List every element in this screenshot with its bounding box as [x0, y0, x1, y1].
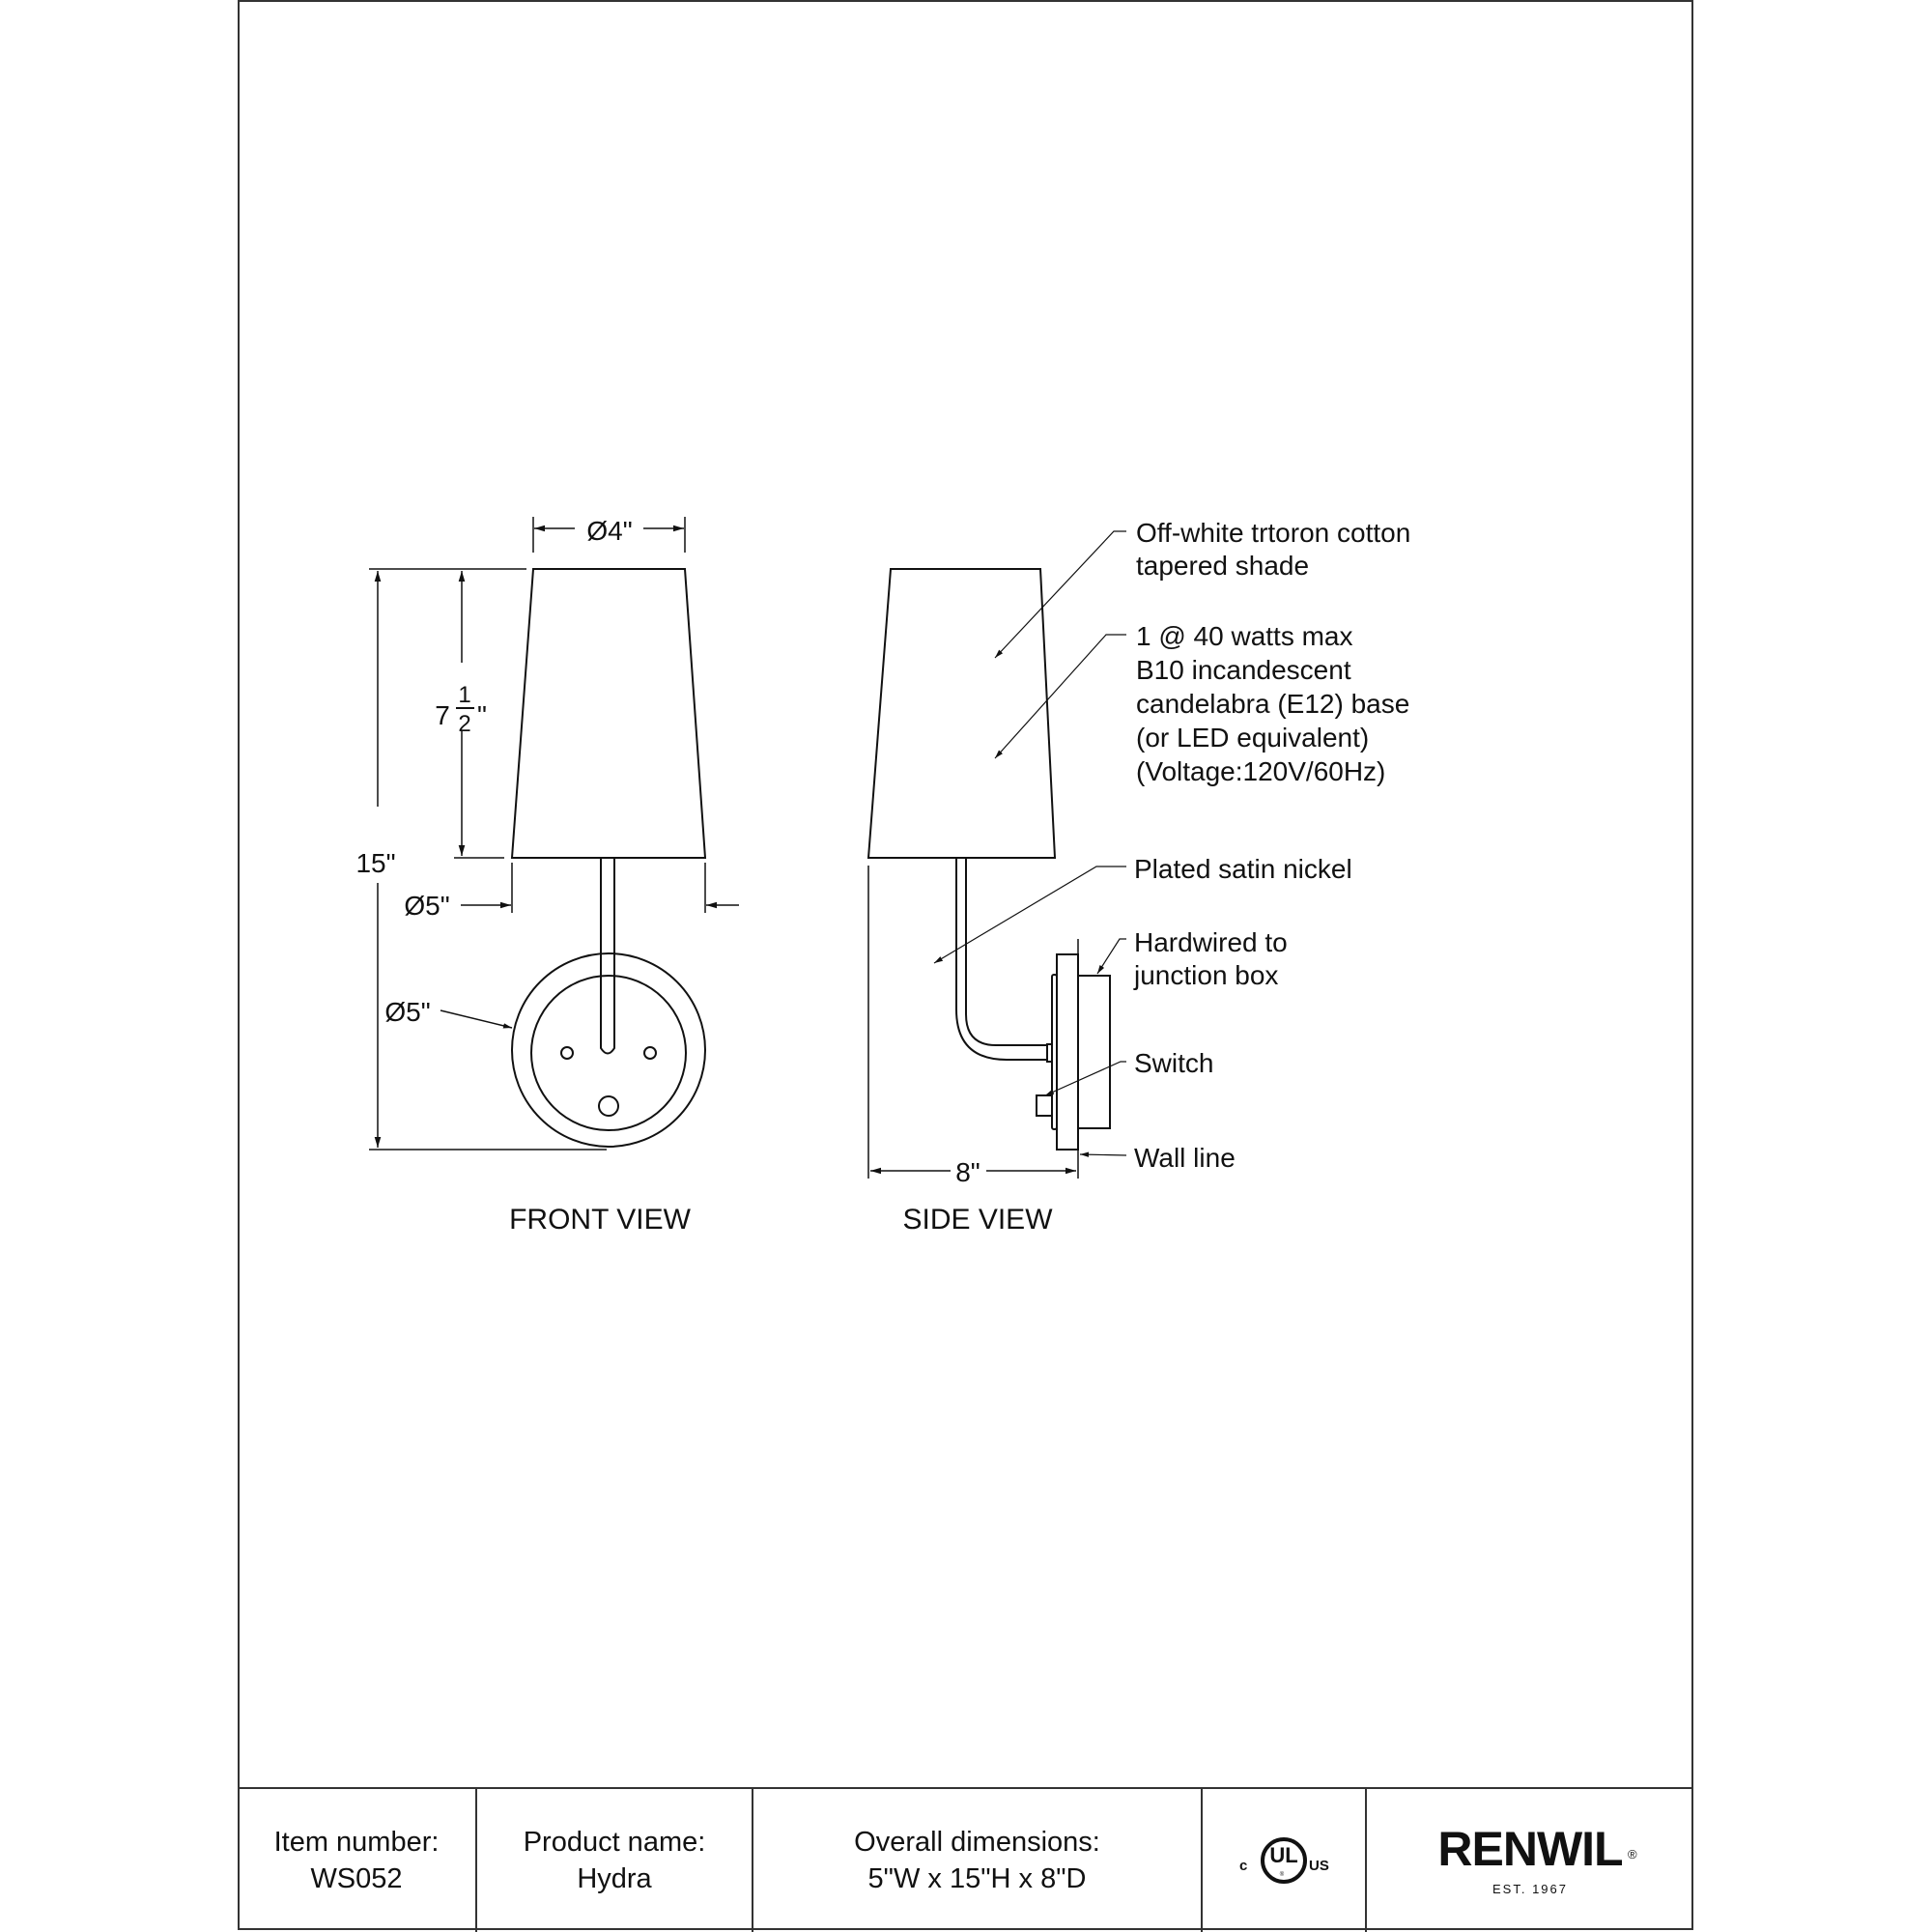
- svg-text:®: ®: [1279, 1872, 1285, 1878]
- callouts: [1133, 518, 1410, 1173]
- dim-shade-height-numerator: 1: [458, 682, 471, 708]
- callout-switch: Switch: [1134, 1048, 1214, 1078]
- callout-finish: Plated satin nickel: [1134, 854, 1352, 884]
- front-shade: [512, 569, 705, 858]
- item-number-label: Item number:: [273, 1827, 440, 1858]
- front-view-title: FRONT VIEW: [509, 1204, 691, 1236]
- side-arm: [956, 858, 1047, 1060]
- brand-cell: [1367, 1789, 1693, 1932]
- screw-hole-right: [644, 1047, 656, 1059]
- switch-knob: [599, 1096, 618, 1116]
- canopy: [1057, 954, 1078, 1150]
- side-view-title: SIDE VIEW: [902, 1204, 1053, 1236]
- dim-shade-height-whole: 7: [435, 700, 450, 730]
- dim-backplate-diameter: Ø5": [384, 997, 431, 1027]
- callout-bulb-line1: 1 @ 40 watts max: [1136, 621, 1353, 651]
- item-number-value: WS052: [310, 1863, 403, 1894]
- renwil-logo: RENWIL ®: [1437, 1822, 1636, 1876]
- cul-us-listed-icon: [1236, 1832, 1332, 1889]
- dim-shade-top-diameter: Ø4": [586, 516, 633, 546]
- side-lines: [868, 866, 1078, 1179]
- callout-hardwired-line2: junction box: [1134, 960, 1279, 990]
- item-number-cell: [238, 1789, 477, 1932]
- overall-dimensions-value: 5"W x 15"H x 8"D: [867, 1863, 1087, 1894]
- dim-shade-height-unit: ": [477, 700, 487, 730]
- svg-text:US: US: [1309, 1858, 1329, 1874]
- brand-tagline: EST. 1967: [1492, 1882, 1568, 1896]
- callout-shade-line2: tapered shade: [1136, 551, 1310, 581]
- dim-shade-height-denominator: 2: [458, 711, 471, 737]
- overall-dimensions-cell: [753, 1789, 1203, 1932]
- callout-bulb-line2: B10 incandescent: [1136, 655, 1351, 685]
- callout-wall-line: Wall line: [1134, 1143, 1236, 1173]
- side-view: [868, 569, 1110, 1150]
- product-name-label: Product name:: [523, 1827, 706, 1858]
- product-name-cell: [477, 1789, 753, 1932]
- product-name-value: Hydra: [577, 1863, 652, 1894]
- switch-button: [1037, 1095, 1052, 1116]
- dim-shade-bottom-diameter: Ø5": [404, 891, 450, 921]
- callout-bulb-line3: candelabra (E12) base: [1136, 689, 1410, 719]
- screw-hole-left: [561, 1047, 573, 1059]
- svg-text:UL: UL: [1269, 1843, 1298, 1867]
- front-backplate-outer: [512, 953, 705, 1147]
- title-block: [238, 1787, 1693, 1932]
- svg-text:c: c: [1239, 1858, 1248, 1874]
- overall-dimensions-label: Overall dimensions:: [854, 1827, 1100, 1858]
- dim-depth: 8": [955, 1157, 980, 1187]
- dim-overall-height: 15": [355, 848, 396, 878]
- callout-shade-line1: Off-white trtoron cotton: [1136, 518, 1411, 548]
- side-shade: [868, 569, 1055, 858]
- front-arm: [601, 858, 614, 1054]
- callout-bulb-line4: (or LED equivalent): [1136, 723, 1370, 753]
- certification-cell: [1203, 1789, 1367, 1932]
- callout-hardwired-line1: Hardwired to: [1134, 927, 1288, 957]
- junction-box: [1078, 976, 1110, 1128]
- front-view: [512, 569, 705, 1147]
- side-dimension-labels: [902, 1157, 1053, 1236]
- callout-bulb-line5: (Voltage:120V/60Hz): [1136, 756, 1386, 786]
